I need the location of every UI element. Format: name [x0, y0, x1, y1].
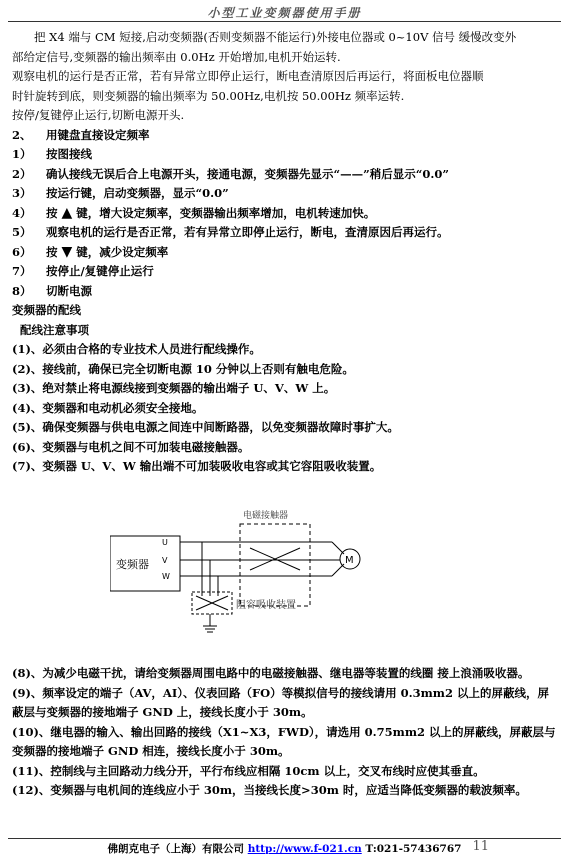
note-line: (6)、变频器与电机之间不可加装电磁接触器。: [12, 439, 250, 454]
absorber-label: 阻容吸收装置: [236, 600, 296, 611]
footer-tel: T:021-57436767: [365, 843, 462, 855]
contactor-box: [240, 524, 310, 606]
paragraph-line: 部给定信号,变频器的输出频率由 0.0Hz 开始增加,电机开始运转.: [12, 49, 341, 64]
contactor-label: 电磁接触器: [243, 511, 289, 521]
note-line: (1)、必须由合格的专业技术人员进行配线操作。: [12, 342, 261, 356]
footer-url-link[interactable]: http://www.f-021.cn: [247, 843, 362, 855]
paragraph-line: 按停/复键停止运行,切断电源开头.: [12, 108, 185, 122]
notes-heading: 配线注意事项: [20, 322, 89, 337]
footer-company: 佛朗克电子（上海）有限公司: [107, 843, 245, 855]
note-line: (3)、绝对禁止将电源线接到变频器的输出端子 U、V、W 上。: [12, 381, 336, 395]
inverter-label: 变频器: [116, 558, 149, 571]
step-line: 7） 按停止/复键停止运行: [12, 264, 154, 278]
paragraph-line: 观察电机的运行是否正常，若有异常立即停止运行，断电查清原因后再运行，将面板电位器顺: [12, 69, 484, 83]
page-content: [12, 28, 560, 477]
note-line: (2)、接线前，确保已完全切断电源 10 分钟以上否则有触电危险。: [12, 361, 354, 376]
note-line: (9)、频率设定的端子（AV，AI）、仪表回路（FO）等模拟信号的接线请用 0.3mm2 以上的屏蔽线，屏蔽层与变频器的接地端子 GND 上，接线长度小于 30m。: [12, 685, 549, 719]
page-header: [0, 0, 569, 22]
step-line: 6） 按 ▼ 键，减少设定频率: [12, 243, 169, 260]
note-line: (7)、变频器 U、V、W 输出端不可加装吸收电容或其它容阻吸收装置。: [12, 459, 382, 473]
step-line: 8） 切断电源: [12, 283, 92, 298]
note-line: (12)、变频器与电机间的连线应小于 30m，当接线长度>30m 时，应适当降低变频器的载波频率。: [12, 783, 527, 797]
note-line: (8)、为减少电磁干扰，请给变频器周围电路中的电磁接触器、继电器等装置的线圈 接上浪涌吸收器。: [12, 666, 530, 680]
header-rule: [8, 21, 561, 22]
note-line: (11)、控制线与主回路动力线分开，平行布线应相隔 10cm 以上，交叉布线时应使其垂直。: [12, 763, 485, 778]
section-heading: [12, 126, 560, 146]
step-line: 4） 按 ▲ 键，增大设定频率，变频器输出频率增加，电机转速加快。: [12, 204, 376, 221]
section-title: 用键盘直接设定频率: [46, 127, 150, 142]
step-line: 1） 按图接线: [12, 147, 92, 161]
note-line: (4)、变频器和电动机必须安全接地。: [12, 400, 204, 415]
terminal-v: V: [162, 556, 168, 565]
wiring-heading: 变频器的配线: [12, 303, 81, 317]
step-line: 3） 按运行键，启动变频器，显示“0.0”: [12, 186, 229, 200]
step-line: 2） 确认接线无误后合上电源开头，接通电源，变频器先显示“——”稍后显示“0.0”: [12, 166, 449, 181]
terminal-w: W: [162, 572, 170, 581]
note-line: (5)、确保变频器与供电电源之间连中间断路器，以免变频器故障时事扩大。: [12, 420, 399, 434]
down-arrow-icon: ▼: [61, 243, 73, 260]
later-notes: [12, 664, 560, 801]
note-line: (10)、继电器的输入、输出回路的接线（X1~X3，FWD），请选用 0.75mm2 以上的屏蔽线，屏蔽层与变频器的接地端子 GND 相连，接线长度小于 30m。: [12, 724, 556, 758]
terminal-u: U: [162, 538, 168, 547]
wiring-diagram: [110, 508, 380, 643]
motor-label: M: [345, 555, 354, 566]
page-number: 11: [472, 839, 489, 854]
step-line: 5） 观察电机的运行是否正常，若有异常立即停止运行，断电，查清原因后再运行。: [12, 225, 449, 239]
up-arrow-icon: ▲: [61, 204, 73, 221]
section-number: 2、: [12, 127, 32, 142]
header-title: 小型工业变频器使用手册: [207, 6, 362, 20]
paragraph-line: 时针旋转到底，则变频器的输出频率为 50.00Hz,电机按 50.00Hz 频率运转.: [12, 88, 405, 103]
paragraph-line: 把 X4 端与 CM 短接,启动变频器(否则变频器不能运行)外接电位器或 0~10V 信号 缓慢改变外: [34, 30, 517, 44]
